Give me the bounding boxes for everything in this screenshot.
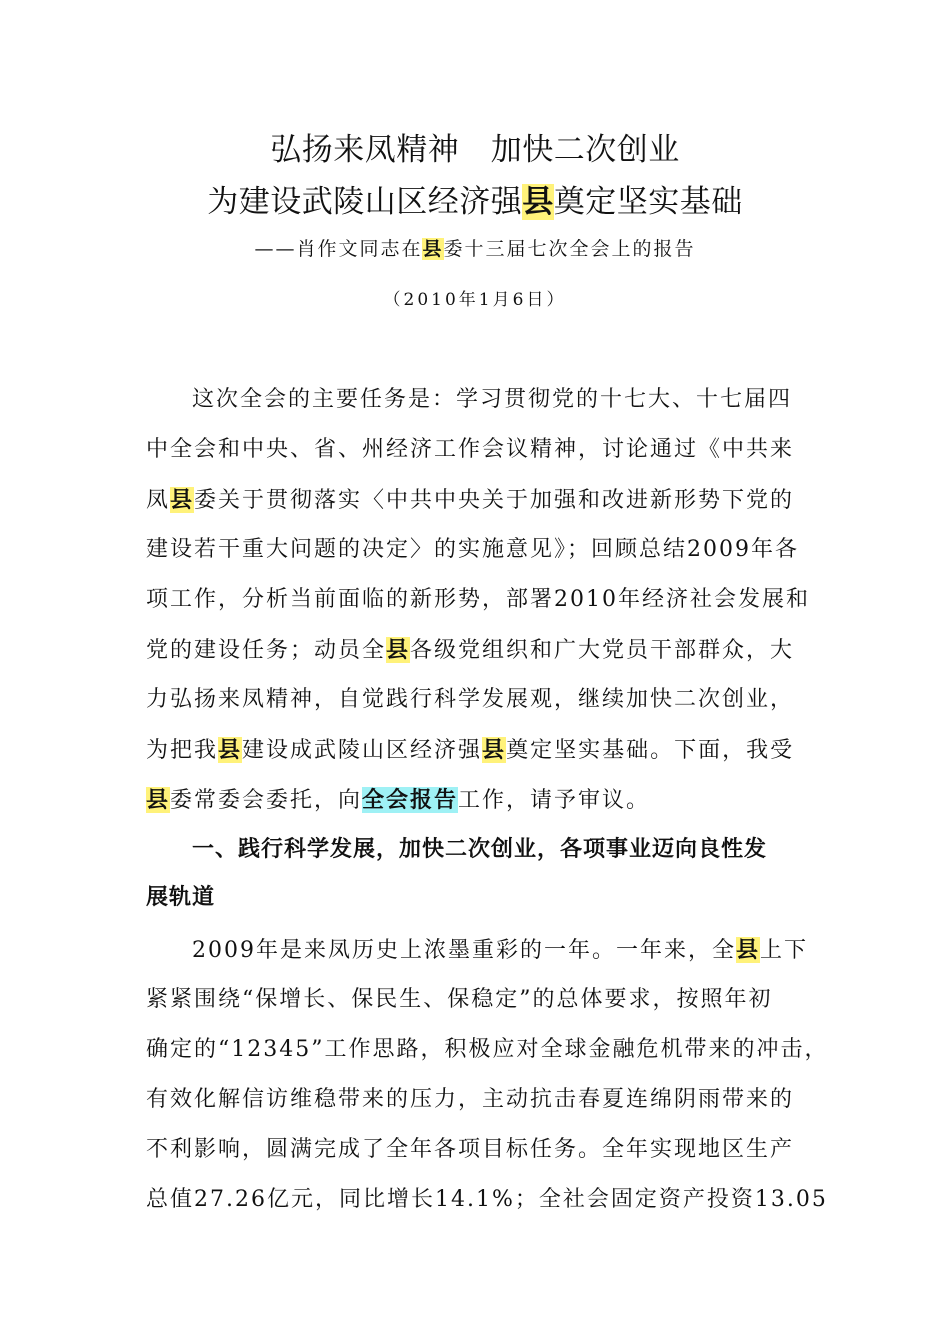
text-run: 凤 <box>146 488 171 513</box>
title-text: 为建设武陵山区经济强 <box>207 184 523 220</box>
title-text: 奠定坚实基础 <box>553 184 743 220</box>
text-run: 委常委会委托，向 <box>170 788 363 813</box>
paragraph-line: 这次全会的主要任务是：学习贯彻党的十七大、十七届四 <box>192 387 793 412</box>
paragraph-line <box>146 484 806 517</box>
paragraph-line: 紧紧围绕“保增长、保民生、保稳定”的总体要求，按照年初 <box>146 987 773 1012</box>
highlight-county: 县 <box>422 238 444 260</box>
text-run: 工作，请予审议。 <box>458 788 651 813</box>
highlight-county: 县 <box>736 937 761 963</box>
subtitle <box>0 236 950 262</box>
report-date: （2010年1月6日） <box>383 290 567 310</box>
highlight-plenary-report: 全会报告 <box>362 787 459 813</box>
text-run: 委关于贯彻落实〈中共中央关于加强和改进新形势下党的 <box>194 488 795 513</box>
highlight-county: 县 <box>218 737 243 763</box>
highlight-county: 县 <box>146 787 171 813</box>
text-run: 党的建设任务；动员全 <box>146 638 387 663</box>
paragraph-line <box>146 734 806 767</box>
title-line-2 <box>0 182 950 222</box>
text-run: 建设成武陵山区经济强 <box>242 738 483 763</box>
paragraph-line: 总值27.26亿元，同比增长14.1%；全社会固定资产投资13.05 <box>146 1187 828 1212</box>
paragraph-line <box>146 634 806 667</box>
paragraph-line: 确定的“12345”工作思路，积极应对全球金融危机带来的冲击， <box>146 1037 829 1062</box>
title-line-1: 弘扬来凤精神 加快二次创业 <box>270 132 680 168</box>
highlight-county: 县 <box>170 487 195 513</box>
paragraph-line: 力弘扬来凤精神，自觉践行科学发展观，继续加快二次创业， <box>146 687 795 712</box>
paragraph-line: 建设若干重大问题的决定〉的实施意见》；回顾总结2009年各 <box>146 537 799 562</box>
paragraph-line: 项工作，分析当前面临的新形势，部署2010年经济社会发展和 <box>146 587 810 612</box>
section-heading: 一、践行科学发展，加快二次创业，各项事业迈向良性发 <box>192 837 768 862</box>
paragraph-line <box>146 784 806 817</box>
highlight-county: 县 <box>522 184 554 220</box>
section-heading: 展轨道 <box>146 885 216 910</box>
paragraph-line <box>192 934 852 967</box>
text-run: 为把我 <box>146 738 219 763</box>
paragraph-line: 有效化解信访维稳带来的压力，主动抗击春夏连绵阴雨带来的 <box>146 1087 795 1112</box>
paragraph-line: 中全会和中央、省、州经济工作会议精神，讨论通过《中共来 <box>146 437 795 462</box>
text-run: 上下 <box>760 938 809 963</box>
paragraph-line: 不利影响，圆满完成了全年各项目标任务。全年实现地区生产 <box>146 1137 795 1162</box>
text-run: 2009年是来凤历史上浓墨重彩的一年。一年来，全 <box>192 938 736 963</box>
subtitle-text: ——肖作文同志在 <box>254 238 423 260</box>
highlight-county: 县 <box>386 637 411 663</box>
highlight-county: 县 <box>482 737 507 763</box>
subtitle-text: 委十三届七次全会上的报告 <box>443 238 696 260</box>
text-run: 各级党组织和广大党员干部群众，大 <box>410 638 795 663</box>
text-run: 奠定坚实基础。下面，我受 <box>506 738 795 763</box>
